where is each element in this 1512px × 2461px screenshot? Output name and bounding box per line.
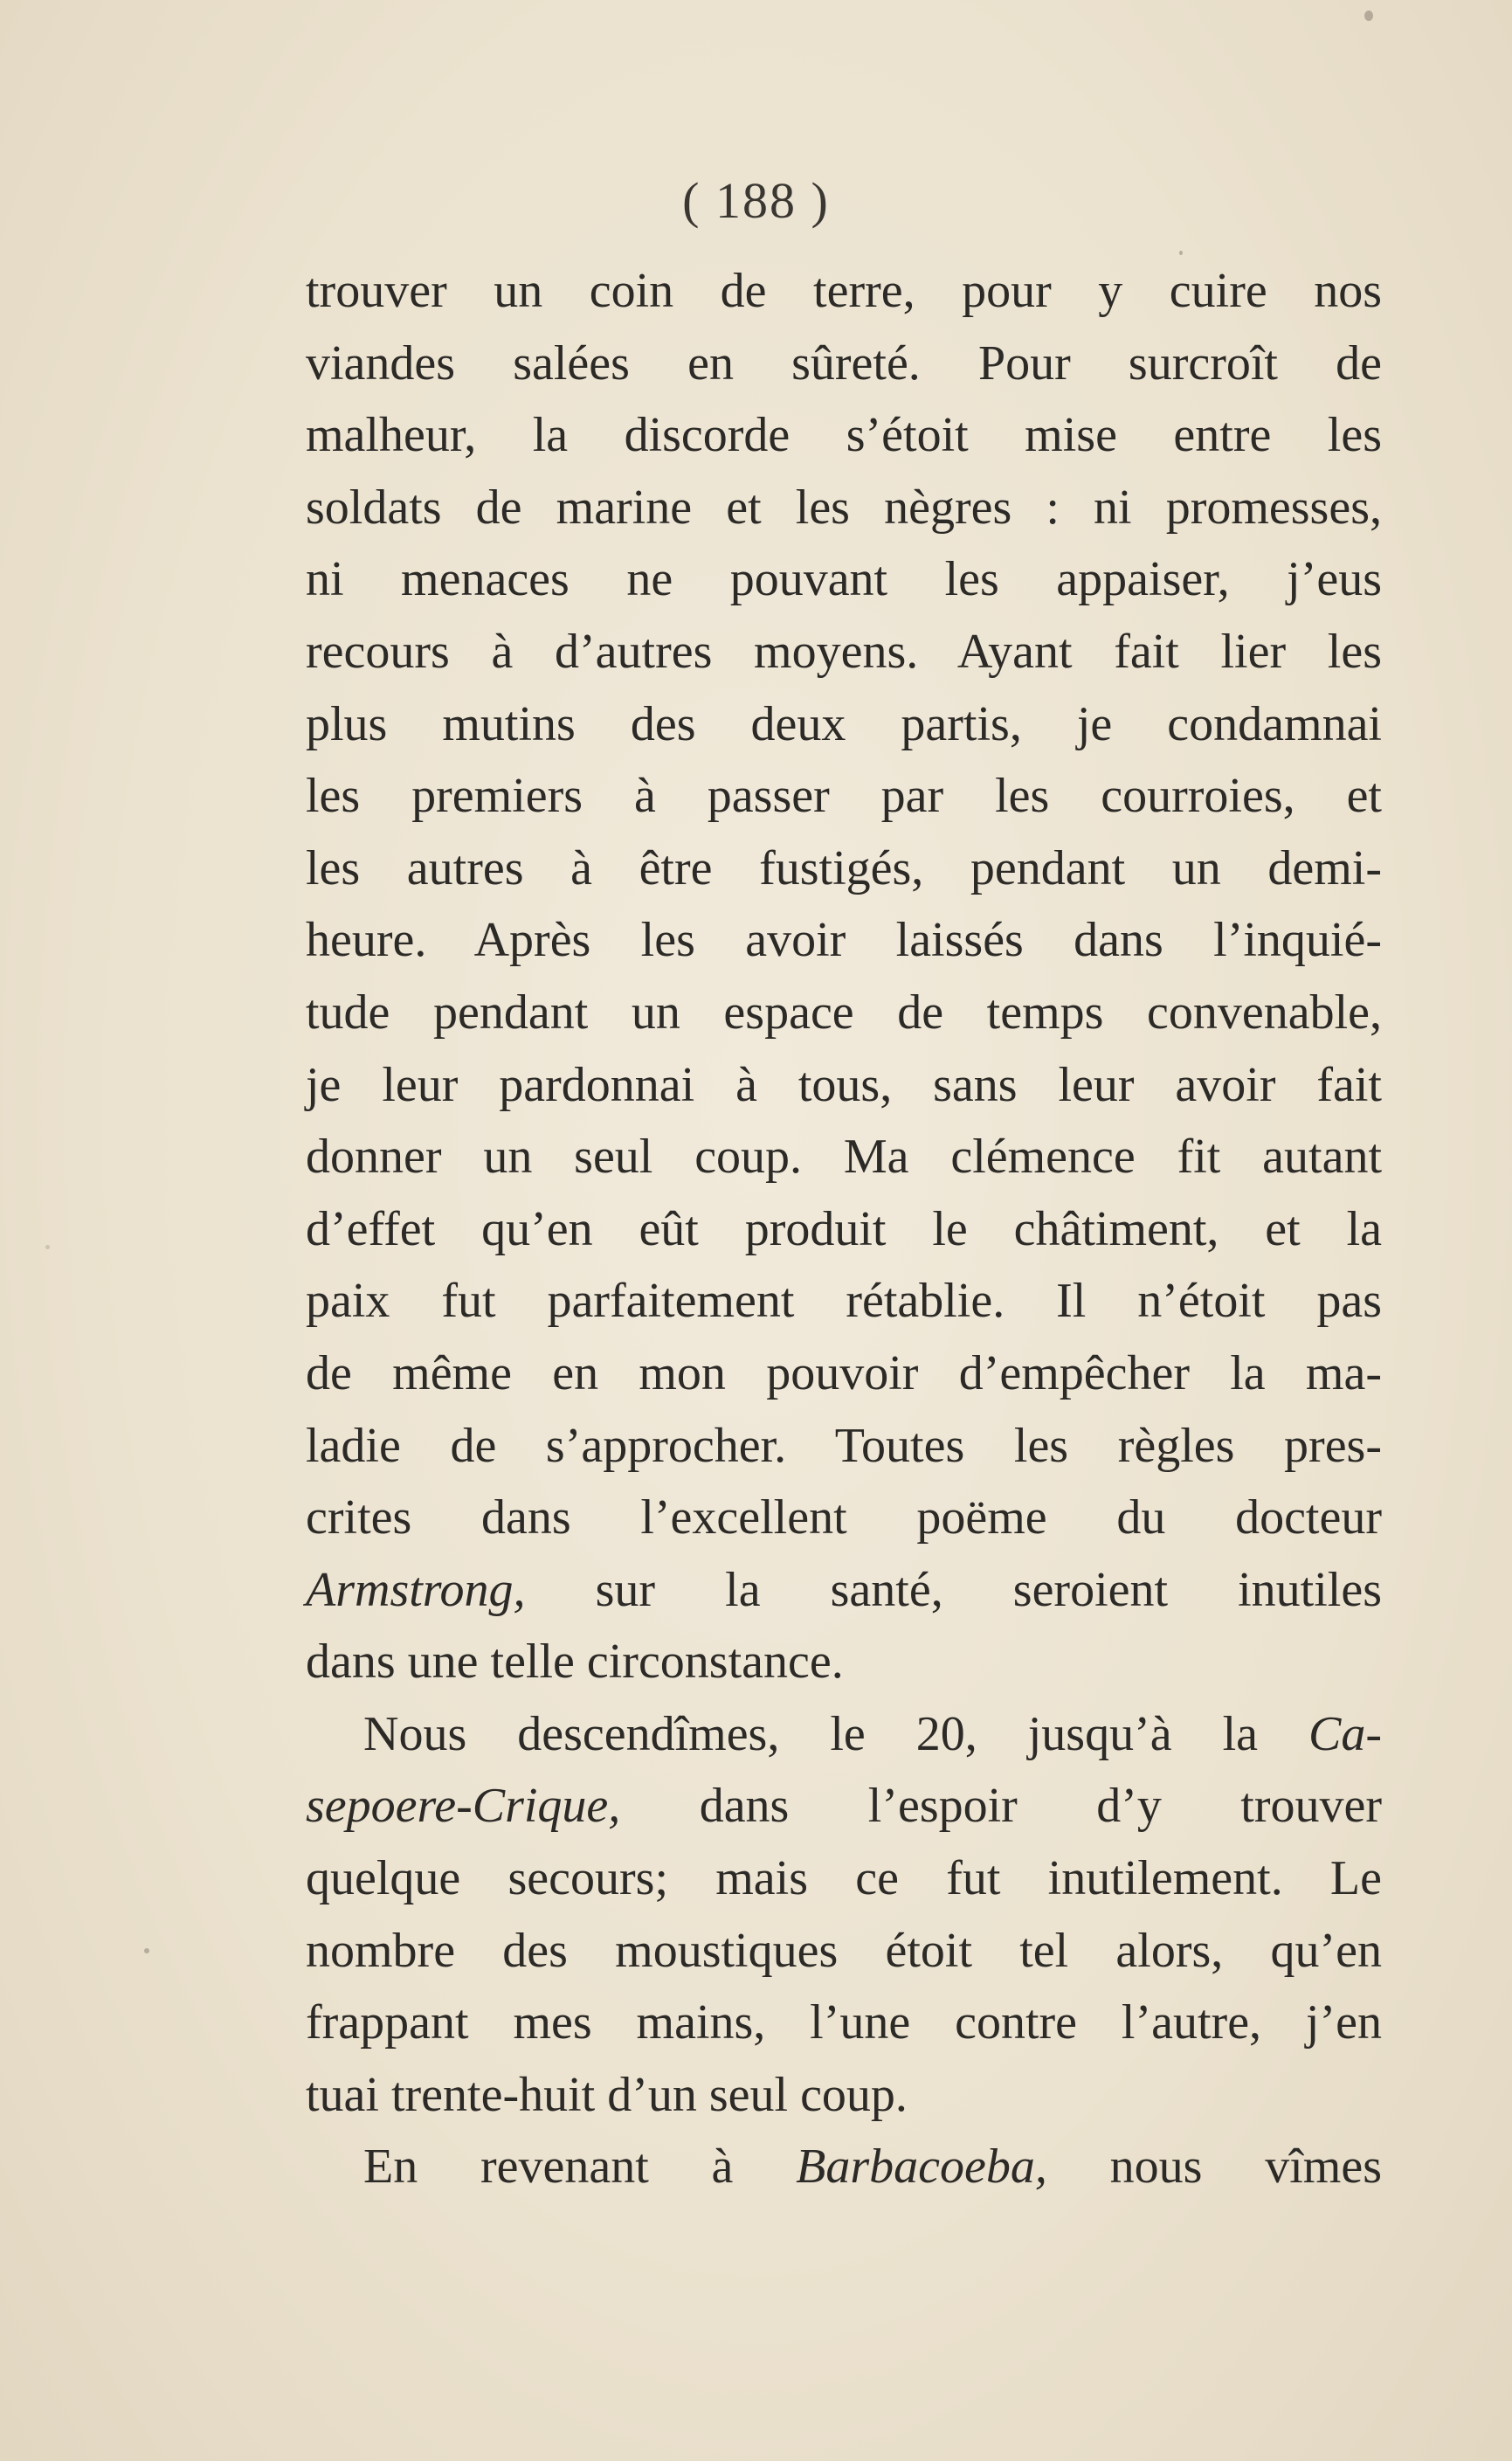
text-line: soldats de marine et les nègres : ni promesses, xyxy=(306,480,1382,535)
text-line: donner un seul coup. Ma clémence fit autant xyxy=(306,1130,1382,1185)
place-name-fragment: Ca- xyxy=(1308,1706,1383,1761)
text-fragment: sur la santé, seroient inutiles xyxy=(595,1562,1383,1617)
text-line: de même en mon pouvoir d’empêcher la ma- xyxy=(306,1345,1382,1400)
text-line: ni menaces ne pouvant les appaiser, j’eus xyxy=(306,552,1382,607)
paper-speck xyxy=(144,1948,149,1953)
place-name-casepoere-crique: sepoere-Crique, xyxy=(306,1779,621,1834)
text-line: d’effet qu’en eût produit le châtiment, et la xyxy=(306,1201,1382,1256)
text-line: recours à d’autres moyens. Ayant fait lier les xyxy=(306,624,1382,679)
paragraph-start-line xyxy=(306,2131,1382,2203)
text-fragment: dans l’espoir d’y trouver xyxy=(699,1779,1383,1834)
text-line xyxy=(306,1770,1382,1842)
author-name-armstrong: Armstrong, xyxy=(306,1562,526,1617)
paper-speck xyxy=(45,1245,50,1249)
paper-speck xyxy=(1364,10,1373,21)
text-line: les autres à être fustigés, pendant un demi- xyxy=(306,840,1382,895)
text-line: tuai trente-huit d’un seul coup. xyxy=(306,2067,908,2122)
text-line xyxy=(306,1554,1382,1627)
text-line: plus mutins des deux partis, je condamnai xyxy=(306,696,1382,751)
text-line: viandes salées en sûreté. Pour surcroît de xyxy=(306,335,1382,391)
text-line: je leur pardonnai à tous, sans leur avoir fait xyxy=(306,1057,1382,1112)
text-line: crites dans l’excellent poëme du docteur xyxy=(306,1490,1382,1545)
text-line: malheur, la discorde s’étoit mise entre les xyxy=(306,408,1382,463)
text-fragment: En revenant à xyxy=(363,2140,734,2195)
text-fragment: Nous descendîmes, le 20, jusqu’à la xyxy=(363,1706,1259,1761)
text-fragment: nous vîmes xyxy=(1109,2140,1383,2195)
text-line: quelque secours; mais ce fut inutilement. Le xyxy=(306,1851,1382,1906)
text-line: tude pendant un espace de temps convenable, xyxy=(306,985,1382,1040)
page-number: ( 188 ) xyxy=(682,172,830,229)
text-line: nombre des moustiques étoit tel alors, qu’en xyxy=(306,1923,1382,1978)
text-line: dans une telle circonstance. xyxy=(306,1635,844,1690)
place-name-barbacoeba: Barbacoeba, xyxy=(796,2140,1047,2195)
body-text xyxy=(306,255,1382,2203)
text-line: trouver un coin de terre, pour y cuire nos xyxy=(306,264,1382,318)
text-line: ladie de s’approcher. Toutes les règles pres- xyxy=(306,1418,1382,1473)
text-line: frappant mes mains, l’une contre l’autre, j’en xyxy=(306,1995,1382,2050)
text-line: paix fut parfaitement rétablie. Il n’étoit pas xyxy=(306,1274,1382,1329)
paragraph-start-line xyxy=(306,1698,1382,1771)
text-line: les premiers à passer par les courroies, et xyxy=(306,769,1382,824)
text-line: heure. Après les avoir laissés dans l’inquié- xyxy=(306,913,1382,968)
